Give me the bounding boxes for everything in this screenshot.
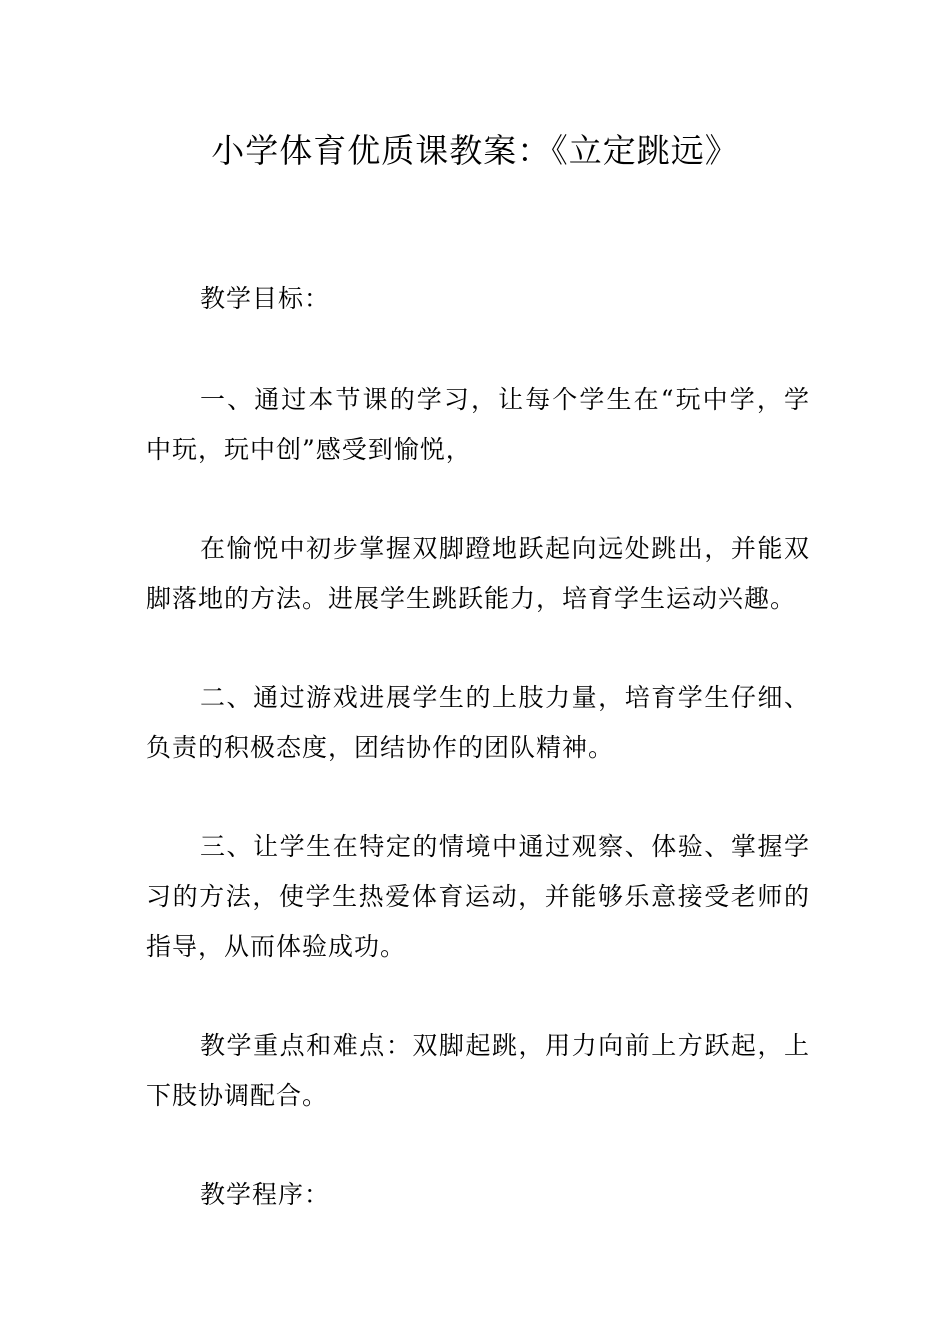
heading-teaching-procedure: 教学程序： <box>200 1180 331 1209</box>
paragraph-goal-3: 三、让学生在特定的情境中通过观察、体验、掌握学习的方法，使学生热爱体育运动，并能够乐意接受老师的指导，从而体验成功。 <box>146 832 810 961</box>
document-title: 小学体育优质课教案：《立定跳远》 <box>211 131 739 170</box>
heading-teaching-goals: 教学目标： <box>200 284 331 313</box>
paragraph-key-points: 教学重点和难点：双脚起跳，用力向前上方跃起，上下肢协调配合。 <box>146 1031 810 1110</box>
paragraph-goal-2: 二、通过游戏进展学生的上肢力量，培育学生仔细、负责的积极态度，团结协作的团队精神。 <box>146 683 810 762</box>
paragraph-goal-1-continued: 在愉悦中初步掌握双脚蹬地跃起向远处跳出，并能双脚落地的方法。进展学生跳跃能力，培育学生运动兴趣。 <box>146 534 810 613</box>
paragraph-goal-1: 一、通过本节课的学习，让每个学生在“玩中学，学中玩，玩中创”感受到愉悦， <box>146 385 810 464</box>
